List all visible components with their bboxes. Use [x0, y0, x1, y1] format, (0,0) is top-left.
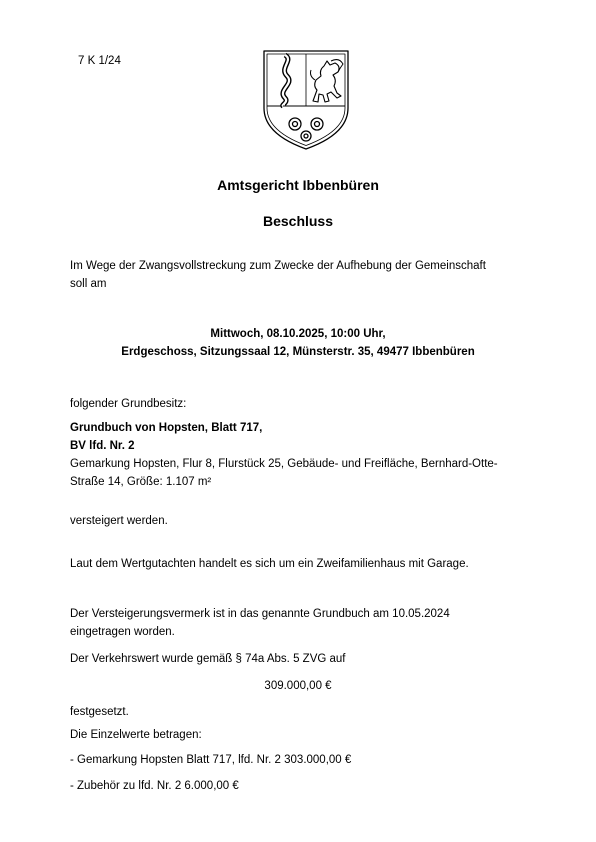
- property-description-line-1: Gemarkung Hopsten, Flur 8, Flurstück 25, Gebäude- und Freifläche, Bernhard-Otte-: [70, 458, 498, 470]
- coat-of-arms-nrw-icon: [261, 46, 351, 152]
- court-name: Amtsgericht Ibbenbüren: [217, 177, 379, 193]
- individual-value-item: - Gemarkung Hopsten Blatt 717, lfd. Nr. 2 303.000,00 €: [70, 754, 352, 766]
- individual-value-item: - Zubehör zu lfd. Nr. 2 6.000,00 €: [70, 780, 239, 792]
- property-label: folgender Grundbesitz:: [70, 398, 187, 410]
- auction-text: versteigert werden.: [70, 515, 168, 527]
- property-register: Grundbuch von Hopsten, Blatt 717,: [70, 422, 263, 434]
- intro-line-1: Im Wege der Zwangsvollstreckung zum Zwecke der Aufhebung der Gemeinschaft: [70, 260, 486, 272]
- appraisal-text: Laut dem Wertgutachten handelt es sich um ein Zweifamilienhaus mit Garage.: [70, 558, 469, 570]
- market-value: 309.000,00 €: [264, 680, 332, 692]
- market-value-intro: Der Verkehrswert wurde gemäß § 74a Abs. 5 ZVG auf: [70, 653, 346, 665]
- case-number: 7 K 1/24: [78, 55, 121, 67]
- registration-line-2: eingetragen worden.: [70, 626, 175, 638]
- individual-values-label: Die Einzelwerte betragen:: [70, 729, 202, 741]
- property-description-line-2: Straße 14, Größe: 1.107 m²: [70, 476, 212, 488]
- appointment-date: Mittwoch, 08.10.2025, 10:00 Uhr,: [210, 328, 386, 340]
- fixed-text: festgesetzt.: [70, 706, 129, 718]
- intro-line-2: soll am: [70, 278, 107, 290]
- appointment-location: Erdgeschoss, Sitzungssaal 12, Münsterstr. 35, 49477 Ibbenbüren: [121, 346, 475, 358]
- registration-line-1: Der Versteigerungsvermerk ist in das genannte Grundbuch am 10.05.2024: [70, 608, 450, 620]
- document-type: Beschluss: [262, 213, 334, 229]
- property-bv: BV lfd. Nr. 2: [70, 440, 135, 452]
